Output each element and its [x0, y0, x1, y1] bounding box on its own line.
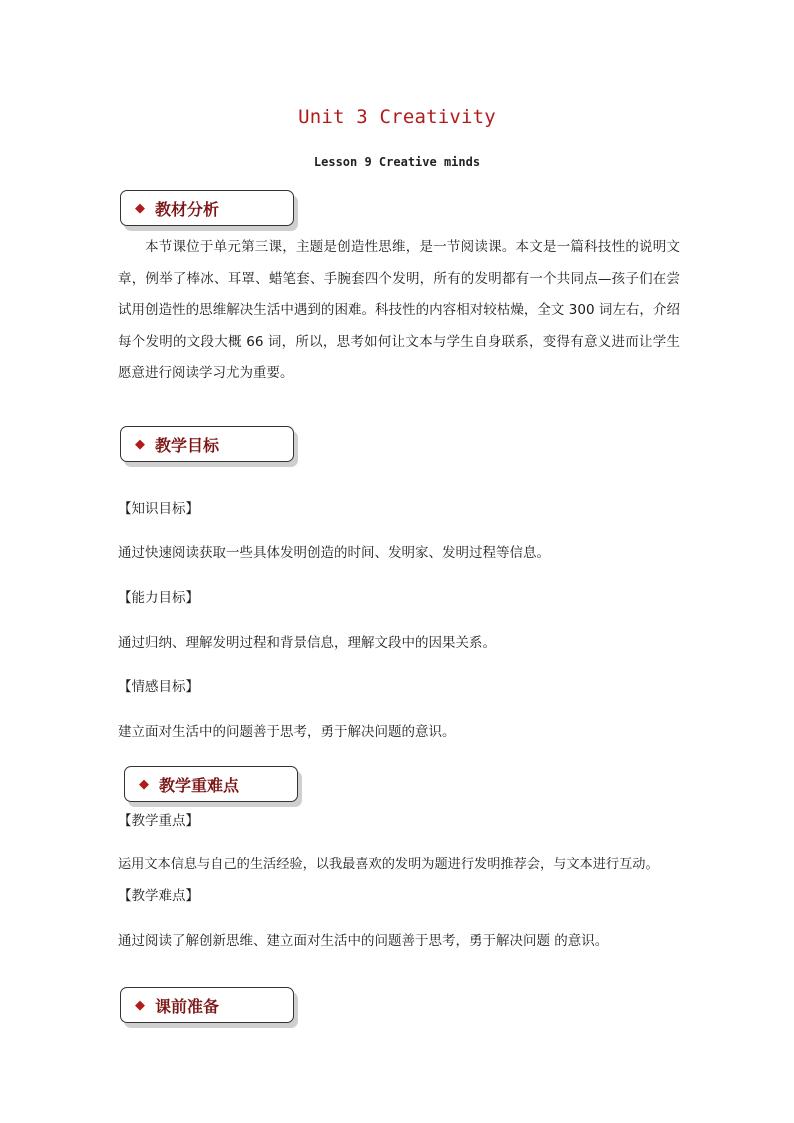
diamond-icon: ◆	[139, 776, 149, 792]
knowledge-objective-label: 【知识目标】	[118, 501, 199, 517]
section-heading-label: 教学重难点	[159, 775, 240, 795]
section-heading-label: 教材分析	[155, 199, 220, 219]
teaching-focus-text: 运用文本信息与自己的生活经验，以我最喜欢的发明为题进行发明推荐会，与文本进行互动。	[118, 857, 659, 872]
section-heading-objectives	[120, 426, 294, 462]
section-heading-preparation	[120, 987, 294, 1023]
section-heading-analysis	[120, 190, 294, 226]
emotion-objective-label: 【情感目标】	[118, 679, 199, 695]
section-heading-key-points	[124, 766, 298, 802]
diamond-icon: ◆	[135, 200, 145, 216]
ability-objective-label: 【能力目标】	[118, 590, 199, 606]
diamond-icon: ◆	[135, 436, 145, 452]
analysis-paragraph: 本节课位于单元第三课，主题是创造性思维，是一节阅读课。本文是一篇科技性的说明文章，例举了棒冰、耳罩、蜡笔套、手腕套四个发明，所有的发明都有一个共同点—孩子们在尝试用创造性的思维解决生活中遇到的困难。科技性的内容相对较枯燥，全文 300 词左右，介绍每个发明的文段大概 66 词，所以，思考如何让文本与学生自身联系，变得有意义进而让学生愿意进行阅读学习尤为重要。	[118, 239, 680, 381]
section-heading-label: 教学目标	[155, 435, 220, 455]
section-heading-label: 课前准备	[155, 996, 220, 1016]
page-title: Unit 3 Creativity	[298, 106, 496, 128]
emotion-objective-text: 建立面对生活中的问题善于思考，勇于解决问题的意识。	[118, 724, 456, 740]
knowledge-objective-text: 通过快速阅读获取一些具体发明创造的时间、发明家、发明过程等信息。	[118, 545, 550, 561]
diamond-icon: ◆	[135, 997, 145, 1013]
teaching-focus-label: 【教学重点】	[118, 813, 199, 829]
teaching-difficulty-text: 通过阅读了解创新思维、建立面对生活中的问题善于思考，勇于解决问题 的意识。	[118, 933, 609, 949]
teaching-difficulty-label: 【教学难点】	[118, 888, 199, 904]
ability-objective-text: 通过归纳、理解发明过程和背景信息，理解文段中的因果关系。	[118, 635, 496, 651]
lesson-subtitle: Lesson 9 Creative minds	[313, 155, 481, 169]
